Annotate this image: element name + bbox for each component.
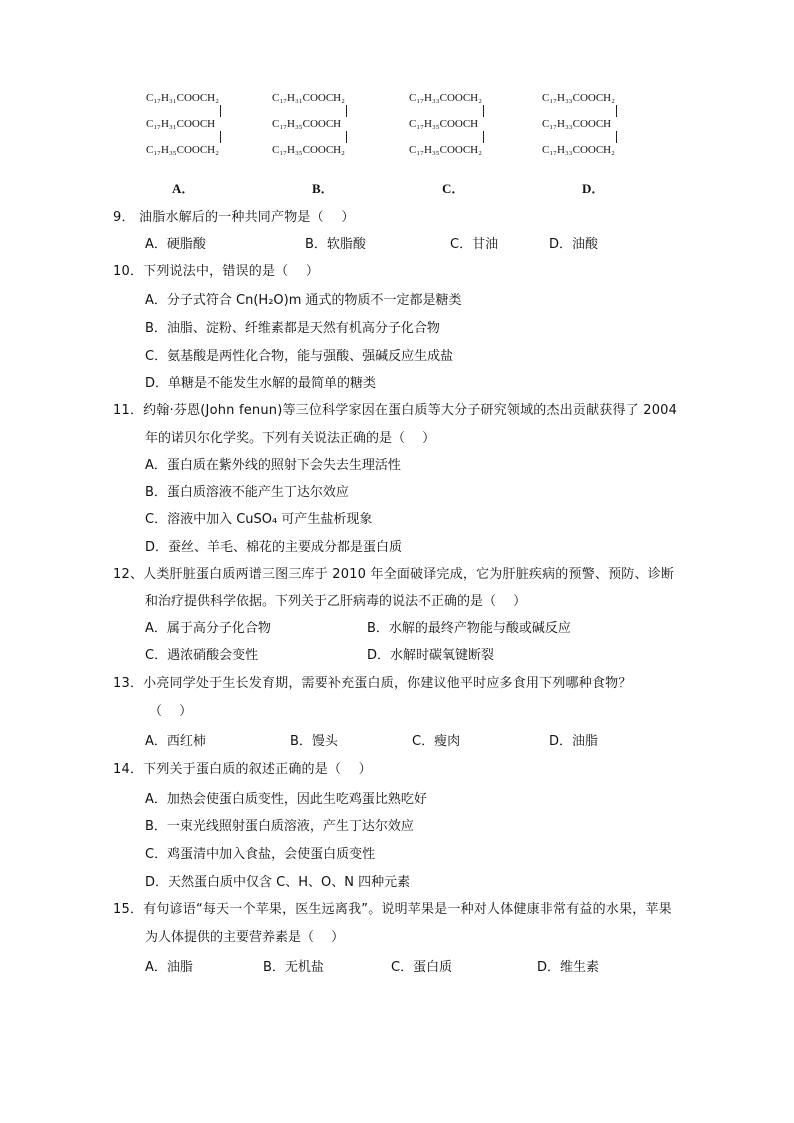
option-b: B．无机盐: [263, 960, 324, 975]
bond-line: [346, 131, 347, 143]
formula-c: [409, 92, 519, 164]
question-12-stem-line2: 和治疗提供科学依据。下列关于乙肝病毒的说法不正确的是（ ）: [145, 594, 527, 609]
question-10-option-b: B．油脂、淀粉、纤维素都是天然有机高分子化合物: [145, 321, 440, 336]
question-9-stem: 9． 油脂水解后的一种共同产物是（ ）: [113, 210, 355, 225]
formula-label-c: C．: [442, 181, 465, 196]
question-10-stem: 10．下列说法中，错误的是（ ）: [113, 264, 320, 279]
question-14-option-b: B．一束光线照射蛋白质溶液，产生丁达尔效应: [145, 819, 414, 834]
question-14-option-d: D．天然蛋白质中仅含 C、H、O、N 四种元素: [145, 875, 411, 890]
bond-line: [483, 131, 484, 143]
question-12-stem-line1: 12、人类肝脏蛋白质两谱三图三库于 2010 年全面破译完成，它为肝脏疾病的预警、预防、诊断: [113, 567, 675, 582]
question-15-stem-line2: 为人体提供的主要营养素是（ ）: [145, 930, 345, 945]
formula-d: [542, 92, 652, 164]
question-15-stem-line1: 15．有句谚语“每天一个苹果，医生远离我”。说明苹果是一种对人体健康非常有益的水果，苹果: [113, 902, 672, 917]
option-c: C．瘦肉: [412, 734, 461, 749]
question-14-option-c: C．鸡蛋清中加入食盐，会使蛋白质变性: [145, 847, 376, 862]
option-c: C．蛋白质: [391, 960, 453, 975]
option-d: D．水解时碳氧键断裂: [367, 648, 495, 663]
bond-line: [616, 105, 617, 117]
formula-line: C₁₇H₃₃COOCH: [542, 118, 612, 130]
formula-line: C₁₇H₃₁COOCH₂: [146, 92, 219, 104]
question-11-option-c: C．溶液中加入 CuSO₄ 可产生盐析现象: [145, 512, 373, 527]
question-13-stem-line2: （ ）: [149, 704, 193, 719]
option-a: A．西红柿: [145, 734, 206, 749]
option-c: C．遇浓硝酸会变性: [145, 648, 259, 663]
option-c: C．甘油: [450, 237, 499, 252]
formula-line: C₁₇H₃₅COOCH₂: [272, 144, 345, 156]
bond-line: [220, 131, 221, 143]
formula-a: [146, 92, 256, 164]
triglyceride-formulas: [0, 92, 794, 172]
question-10-option-c: C．氨基酸是两性化合物，能与强酸、强碱反应生成盐: [145, 349, 454, 364]
option-a: A．油脂: [145, 960, 193, 975]
question-11-stem-line2: 年的诺贝尔化学奖。下列有关说法正确的是（ ）: [145, 431, 436, 446]
formula-label-a: A．: [172, 181, 195, 196]
formula-line: C₁₇H₃₃COOCH₂: [542, 92, 615, 104]
question-11-stem-line1: 11．约翰·芬恩(John fenun)等三位科学家因在蛋白质等大分子研究领域的杰出贡献获得了 2004: [113, 403, 678, 418]
formula-line: C₁₇H₃₃COOCH₂: [409, 92, 482, 104]
question-14-stem: 14．下列关于蛋白质的叙述正确的是（ ）: [113, 762, 372, 777]
option-a: A．属于高分子化合物: [145, 621, 271, 636]
formula-label-b: B．: [312, 181, 334, 196]
formula-line: C₁₇H₃₅COOCH₂: [409, 144, 482, 156]
bond-line: [346, 105, 347, 117]
bond-line: [483, 105, 484, 117]
bond-line: [220, 105, 221, 117]
formula-label-d: D．: [582, 181, 605, 196]
question-10-option-a: A．分子式符合 Cn(H₂O)m 通式的物质不一定都是糖类: [145, 293, 462, 308]
question-14-option-a: A．加热会使蛋白质变性，因此生吃鸡蛋比熟吃好: [145, 792, 427, 807]
formula-line: C₁₇H₃₅COOCH: [272, 118, 342, 130]
option-d: D．油脂: [549, 734, 599, 749]
question-11-option-a: A．蛋白质在紫外线的照射下会失去生理活性: [145, 458, 401, 473]
question-11-option-d: D．蚕丝、羊毛、棉花的主要成分都是蛋白质: [145, 540, 403, 555]
option-d: D．维生素: [537, 960, 600, 975]
formula-line: C₁₇H₃₁COOCH₂: [272, 92, 345, 104]
question-11-option-b: B．蛋白质溶液不能产生丁达尔效应: [145, 485, 349, 500]
option-b: B．馒头: [290, 734, 338, 749]
formula-b: [272, 92, 382, 164]
formula-line: C₁₇H₃₃COOCH₂: [542, 144, 615, 156]
option-d: D．油酸: [549, 237, 599, 252]
option-b: B．水解的最终产物能与酸或碱反应: [367, 621, 571, 636]
question-10-option-d: D．单糖是不能发生水解的最简单的糖类: [145, 376, 377, 391]
option-a: A．硬脂酸: [145, 237, 206, 252]
formula-line: C₁₇H₃₅COOCH: [409, 118, 479, 130]
option-b: B．软脂酸: [305, 237, 366, 252]
formula-line: C₁₇H₃₁COOCH: [146, 118, 216, 130]
question-13-stem-line1: 13．小亮同学处于生长发育期，需要补充蛋白质，你建议他平时应多食用下列哪种食物？: [113, 676, 632, 691]
formula-line: C₁₇H₃₅COOCH₂: [146, 144, 219, 156]
bond-line: [616, 131, 617, 143]
